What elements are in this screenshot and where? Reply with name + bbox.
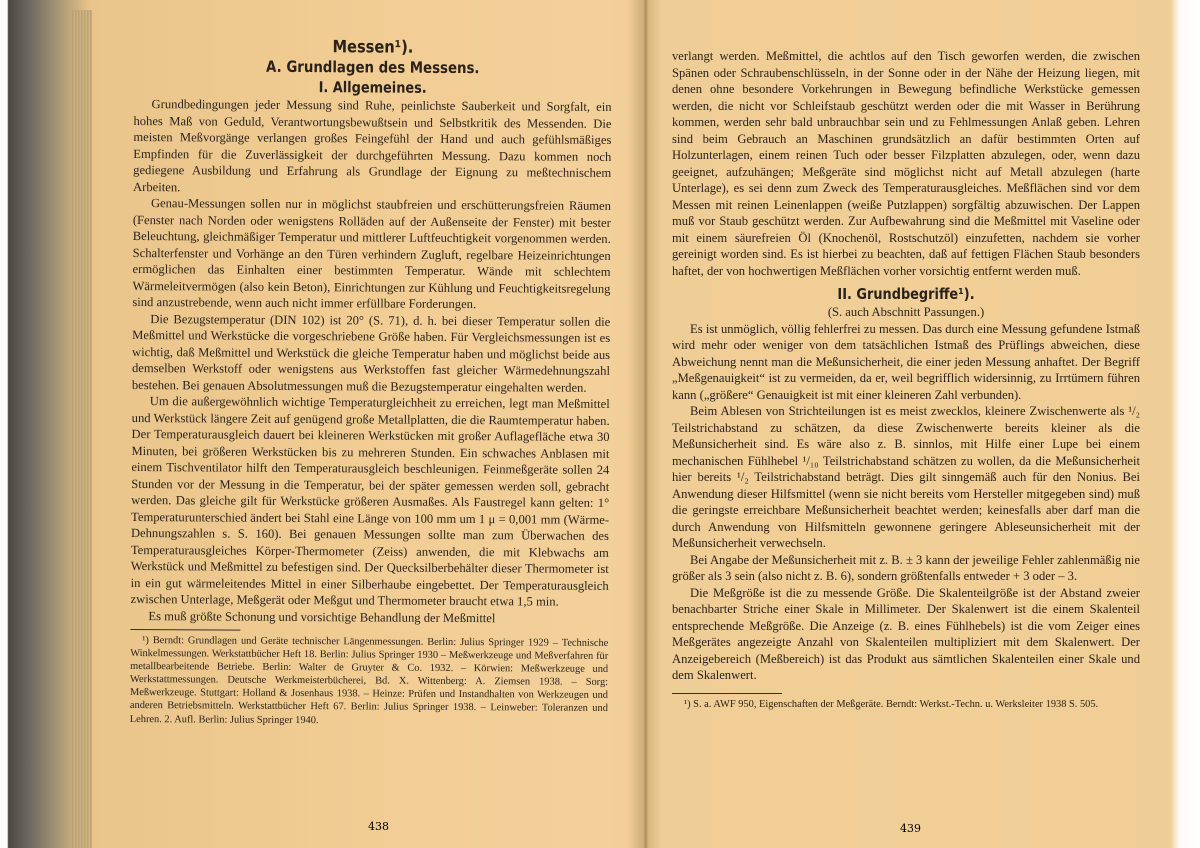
paragraph: verlangt werden. Meßmittel, die achtlos auf den Tisch geworfen werden, die zwischen Spänen oder Schraubenschlüsseln, in der Sonne oder in der Nähe der Heizung liegen, mit denen ohne besondere Vorkehrungen in Bewegung befindliche Werkstücke gemessen werden, die nicht vor Schleifstaub geschützt werden oder die mit Wasser in Berührung kommen, werden sehr bald unbrauchbar sein und zu Fehlmessungen Anlaß geben. Lehren sind beim Gebrauch an Maschinen grundsätzlich an dafür bestimmten Orten auf Holzunterlagen, einem reinen Tuch oder besser Filzplatten abzulegen, oder, wenn dazu geeignet, aufzuhängen; Meßgeräte sind möglichst nicht auf Metall abzulegen (harte Unterlage), es sei denn zum Zweck des Temperaturausgleiches. Meßflächen sind vor dem Messen mit reinen Leinenlappen (weiße Putzlappen) sorgfältig abzuwischen. Der Lappen muß vor Staub geschützt werden. Zur Aufbewahrung sind die Meßmittel mit Vaseline oder mit einem säurefreien Öl (Knochenöl, Rostschutzöl) einzufetten, nachdem sie vorher gereinigt worden sind. Es ist hierbei zu beachten, daß auf fettigen Flächen Staub besonders haftet, der von hochwertigen Meßflächen vorher vorsichtig entfernt werden muß.	[672, 49, 1140, 278]
section-heading: A. Grundlagen des Messens.	[266, 57, 480, 78]
footnote-rule	[130, 629, 240, 631]
paragraph: Die Meßgröße ist die zu messende Größe. Die Skalenteilgröße ist der Abstand zweier benachbarter Striche einer Skale in Millimeter. Der Skalenwert ist die einem Skalenteil entsprechende Meßgröße. Die Anzeige (z. B. eines Fühlhebels) ist die vom Zeiger eines Meßgerätes angezeigte Anzahl von Skalenteilen multipliziert mit dem Skalenwert. Der Anzeigebereich (Meßbereich) ist das Produkt aus sämtlichen Skalenteilen einer Skale und dem Skalenwert.	[672, 585, 1140, 682]
footnote: ¹) S. a. AWF 950, Eigenschaften der Meßgeräte. Berndt: Werkst.-Techn. u. Werksleiter 1938 S. 505.	[684, 698, 1099, 710]
right-page	[672, 48, 1140, 840]
paragraph: Grundbedingungen jeder Messung sind Ruhe, peinlichste Sauberkeit und Sorgfalt, ein hohes Maß von Geduld, Verantwortungsbewußtsein und Selbstkritik des Messenden. Die meisten Meßvorgänge verlangen großes Feingefühl der Hand und auch gefühlsmäßiges Empfinden für die Zuverlässigkeit der durchgeführten Messung. Dazu kommen noch gediegene Ausbildung und Erfahrung als Grundlage der Eignung zu meßtechnischem Arbeiten.	[133, 97, 612, 194]
paragraph: Beim Ablesen von Strichteilungen ist es meist zwecklos, kleinere Zwischenwerte als ¹/₂ Teilstrichabstand zu schätzen, da diese Zwischenwerte bereits kleiner als die Meßunsicherheit sind. Es wäre also z. B. sinnlos, mit Hilfe einer Lupe bei einem mechanischen Fühlhebel ¹/₁₀ Teilstrichabstand schätzen zu wollen, da die Meßunsicherheit hier bereits ¹/₂ Teilstrichabstand beträgt. Dies gilt sinngemäß auch für den Nonius. Bei Anwendung dieser Hilfsmittel (wenn sie nicht bereits vom Hersteller mitgegeben sind) muß die geringste erreichbare Meßunsicherheit beachtet werden; keinesfalls aber darf man die durch Anwendung von Hilfsmitteln gewonnene geringere Ableseunsicherheit mit der Meßunsicherheit verwechseln.	[672, 404, 1140, 550]
page-number: 438	[368, 820, 389, 833]
paragraph: Genau-Messungen sollen nur in möglichst staubfreien und erschütterungsfreien Räumen (Fenster nach Norden oder wenigstens Rolläden auf der Außenseite der Fenster) mit bester Beleuchtung, gleichmäßiger Temperatur und mittlerer Luftfeuchtigkeit vorgenommen werden. Schalterfenster und Vorhänge an den Türen verhindern Zugluft, regelbare Heizeinrichtungen ermöglichen das Einhalten einer bestimmten Temperatur. Wände mit schlechtem Wärmeleitvermögen (also kein Beton), Einrichtungen zur Kühlung und Feuchtigkeitsregelung sind anzustrebende, wenn auch nicht immer erfüllbare Forderungen.	[132, 196, 612, 312]
paragraph: Die Bezugstemperatur (DIN 102) ist 20° (S. 71), d. h. bei dieser Temperatur sollen die Meßmittel und Werkstücke die vorgeschriebene Größe haben. Für Vergleichsmessungen ist es wichtig, daß Meßmittel und Werkstück die gleiche Temperatur haben und möglichst beide aus demselben Werkstoff oder wenigstens aus Werkstoffen fast gleicher Wärmedehnungszahl bestehen. Bei genauen Absolutmessungen muß die Bezugstemperatur eingehalten werden.	[131, 311, 611, 395]
footnote: ¹) Berndt: Grundlagen und Geräte technischer Längenmessungen. Berlin: Julius Springer 1929 – Technische Winkelmessungen. Werkstattbücher Heft 18. Berlin: Julius Springer 1930 – Meßwerkzeuge und Meßverfahren für metallbearbeitende Betriebe. Berlin: Walter de Gruyter & Co. 1932. – Körwien: Meßwerkzeuge und Werkstattmessungen. Deutsche Werkmeisterbücherei, Bd. X. Wittenberg: A. Ziemsen 1938. – Sorg: Meßwerkzeuge. Stuttgart: Holland & Josenhaus 1938. – Heinze: Prüfen und Instandhalten von Werkzeugen und anderen Betriebsmitteln. Werkstattbücher Heft 67. Berlin: Julius Springer 1938. – Leinweber: Toleranzen und Lehren. 2. Aufl. Berlin: Julius Springer 1940.	[129, 635, 609, 726]
book-gutter	[628, 0, 662, 848]
section-heading: II. Grundbegriffe¹).	[837, 285, 975, 303]
footnote-rule	[672, 693, 782, 694]
paragraph: Es ist unmöglich, völlig fehlerfrei zu messen. Das durch eine Messung gefundene Istmaß wird mehr oder weniger von dem tatsächlichen Istmaß des Prüflings abweichen, diese Abweichung nennt man die Meßunsicherheit, die einer jeden Messung anhaftet. Der Begriff „Meßgenauigkeit“ ist zu vermeiden, da er, weil begrifflich widersinnig, zu Irrtümern führen kann („größere“ Genauigkeit ist mit einer kleineren Zahl verbunden).	[672, 321, 1140, 402]
paragraph: Um die außergewöhnlich wichtige Temperaturgleichheit zu erreichen, legt man Meßmittel und Werkstück längere Zeit auf genügend große Metallplatten, die die Raumtemperatur haben. Der Temperaturausgleich dauert bei kleineren Werkstücken mit großer Auflagefläche etwa 30 Minuten, bei größeren Werkstücken bis zu mehreren Stunden. Ein schwaches Anblasen mit einem Tischventilator hilft den Temperaturausgleich beschleunigen. Feinmeßgeräte sollen 24 Stunden vor der Messung in die Temperatur, bei der später gemessen werden soll, gebracht werden. Das gleiche gilt für Werkstücke größeren Ausmaßes. Als Faustregel kann gelten: 1° Temperaturunterschied ändert bei Stahl eine Länge von 100 mm um 1 μ = 0,001 mm (Wärme-Dehnungszahlen s. S. 160). Bei genauen Messungen sollte man zum Überwachen des Temperaturausgleiches Körper-Thermometer (Zeiss) anwenden, die mit Klebwachs am Werkstück und Meßmittel zu befestigen sind. Der Quecksilberbehälter dieser Thermometer ist in ein gut wärmeleitendes Mittel in einer Silberhaube eingebettet. Der Temperaturausgleich zwischen Unterlage, Meßgerät oder Meßgut und Thermometer braucht etwa 1,5 min.	[130, 394, 610, 609]
left-page	[129, 36, 612, 839]
section-note: (S. auch Abschnitt Passungen.)	[827, 305, 985, 319]
subsection-heading: I. Allgemeines.	[318, 78, 427, 97]
paragraph: Es muß größte Schonung und vorsichtige Behandlung der Meßmittel	[148, 608, 496, 625]
page-title: Messen¹).	[332, 37, 414, 58]
paragraph: Bei Angabe der Meßunsicherheit mit z. B. ± 3 kann der jeweilige Fehler zahlenmäßig nie größer als 3 sein (also nicht z. B. 6), sondern größtenfalls entweder + 3 oder – 3.	[672, 552, 1140, 583]
page-edges	[72, 10, 92, 848]
page-number: 439	[900, 822, 921, 835]
